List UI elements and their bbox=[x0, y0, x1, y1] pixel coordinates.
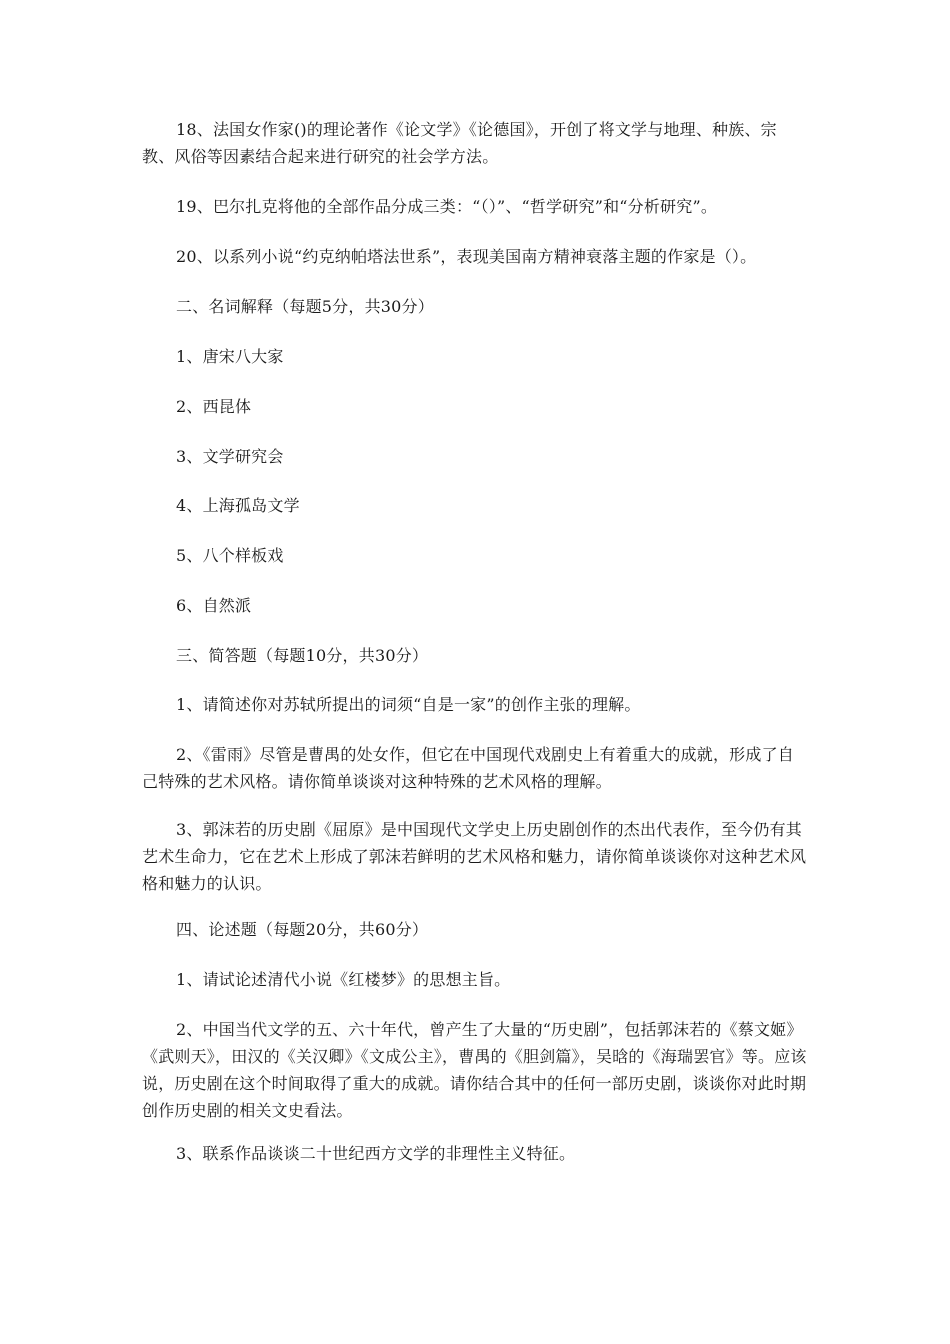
term-item: 4、上海孤岛文学 bbox=[176, 496, 300, 515]
section-2-heading: 二、名词解释（每题5分，共30分） bbox=[176, 297, 434, 316]
essay-item: 3、联系作品谈谈二十世纪西方文学的非理性主义特征。 bbox=[176, 1144, 576, 1163]
term-item: 5、八个样板戏 bbox=[176, 546, 284, 565]
short-answer-item: 1、请简述你对苏轼所提出的词须“自是一家”的创作主张的理解。 bbox=[176, 695, 641, 714]
essay-item: 1、请试论述清代小说《红楼梦》的思想主旨。 bbox=[176, 970, 511, 989]
term-item: 1、唐宋八大家 bbox=[176, 347, 284, 366]
question-20: 20、以系列小说“约克纳帕塔法世系”，表现美国南方精神衰落主题的作家是（）。 bbox=[176, 247, 757, 266]
short-answer-item: 2、《雷雨》尽管是曹禺的处女作，但它在中国现代戏剧史上有着重大的成就，形成了自己特殊的艺术风格。请你简单谈谈对这种特殊的艺术风格的理解。 bbox=[142, 745, 794, 791]
term-item: 2、西昆体 bbox=[176, 397, 252, 416]
term-item: 3、文学研究会 bbox=[176, 447, 284, 466]
question-19: 19、巴尔扎克将他的全部作品分成三类：“（）”、“哲学研究”和“分析研究”。 bbox=[176, 197, 718, 216]
section-3-heading: 三、简答题（每题10分，共30分） bbox=[176, 646, 429, 665]
essay-item: 2、中国当代文学的五、六十年代，曾产生了大量的“历史剧”，包括郭沫若的《蔡文姬》《武则天》，田汉的《关汉卿》《文成公主》，曹禺的《胆剑篇》，吴晗的《海瑞罢官》等。应该说，历史剧在这个时间取得了重大的成就。请你结合其中的任何一部历史剧，谈谈你对此时期创作历史剧的相关文史看法。 bbox=[142, 1020, 807, 1120]
term-item: 6、自然派 bbox=[176, 596, 252, 615]
question-18: 18、法国女作家()的理论著作《论文学》《论德国》，开创了将文学与地理、种族、宗教、风俗等因素结合起来进行研究的社会学方法。 bbox=[142, 120, 777, 166]
short-answer-item: 3、郭沫若的历史剧《屈原》是中国现代文学史上历史剧创作的杰出代表作，至今仍有其艺术生命力，它在艺术上形成了郭沫若鲜明的艺术风格和魅力，请你简单谈谈你对这种艺术风格和魅力的认识。 bbox=[142, 820, 807, 893]
section-4-heading: 四、论述题（每题20分，共60分） bbox=[176, 920, 429, 939]
